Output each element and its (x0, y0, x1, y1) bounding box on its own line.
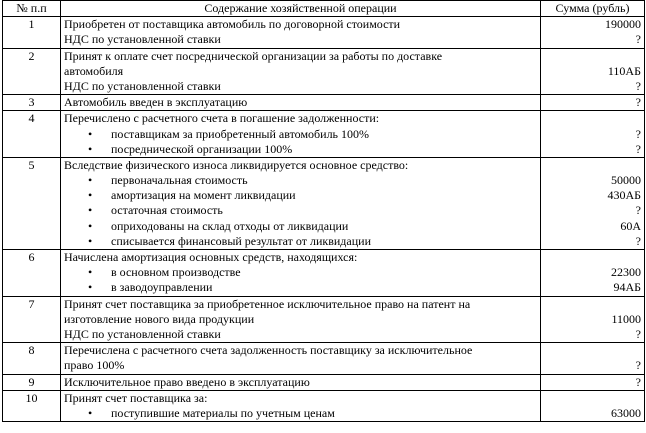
description-line: Начислена амортизация основных средств, находящихся: (64, 250, 358, 265)
amount-value: ? (635, 203, 641, 218)
amount-value (544, 343, 641, 358)
operation-amount (541, 374, 645, 390)
bullet-item: • поставщикам за приобретенный автомобиль 100% (64, 127, 537, 142)
description-line: автомобиля (64, 63, 124, 78)
amount-value (544, 391, 641, 406)
bullet-item: • посреднической организации 100% (64, 142, 537, 157)
header-amount: Сумма (рубль) (541, 1, 645, 17)
description-line: право 100% (64, 358, 125, 373)
header-description: Содержание хозяйственной операции (61, 1, 541, 17)
row-number: 8 (3, 343, 61, 374)
row-number: 4 (3, 111, 61, 158)
header-row (3, 1, 645, 17)
table-row (3, 250, 645, 297)
operation-amount (541, 111, 645, 158)
description-line: Принят к оплате счет посреднической организации за работы по доставке (64, 48, 443, 63)
amount-value: ? (635, 358, 641, 373)
row-number: 10 (3, 390, 61, 421)
operation-description (61, 157, 541, 249)
table-row (3, 48, 645, 95)
description-line: Перечислена с расчетного счета задолженность поставщику за исключительное (64, 343, 473, 358)
table-row (3, 157, 645, 249)
amount-value: ? (635, 141, 641, 156)
description-line: Принят счет поставщика за: (64, 390, 208, 405)
operation-description (61, 95, 541, 111)
amount-value: 50000 (611, 173, 641, 188)
operation-amount (541, 390, 645, 421)
table-row (3, 17, 645, 48)
amount-value (544, 250, 641, 265)
bullet-item: • в заводоуправлении (64, 280, 537, 295)
row-number: 3 (3, 95, 61, 111)
amount-value: 11000 (611, 311, 641, 326)
operation-amount (541, 95, 645, 111)
description-line: изготовление нового вида продукции (64, 311, 255, 326)
amount-value: ? (635, 126, 641, 141)
operation-description (61, 17, 541, 48)
operation-description (61, 111, 541, 158)
operations-table (2, 0, 645, 422)
amount-value: 94АБ (613, 280, 641, 295)
bullet-item: • оприходованы на склад отходы от ликвидации (64, 219, 537, 234)
header-number: № п.п (3, 1, 61, 17)
amount-value: ? (635, 95, 641, 110)
amount-value (544, 158, 641, 173)
operation-amount (541, 157, 645, 249)
operation-amount (541, 17, 645, 48)
amount-value: ? (635, 78, 641, 93)
operation-description (61, 48, 541, 95)
amount-value: ? (635, 326, 641, 341)
row-number: 5 (3, 157, 61, 249)
bullet-item: • первоначальная стоимость (64, 173, 537, 188)
table-row (3, 390, 645, 421)
operation-description (61, 250, 541, 297)
description-line: НДС по установленной ставки (64, 32, 221, 47)
description-line: Автомобиль введен в эксплуатацию (64, 95, 248, 110)
bullet-item: • амортизация на момент ликвидации (64, 188, 537, 203)
row-number: 7 (3, 296, 61, 343)
operation-amount (541, 250, 645, 297)
amount-value: ? (635, 233, 641, 248)
bullet-item: • списывается финансовый результат от ликвидации (64, 234, 537, 249)
description-line: Принят счет поставщика за приобретенное исключительное право на патент на (64, 296, 471, 311)
amount-value: 430АБ (607, 188, 641, 203)
description-line: Исключительное право введено в эксплуатацию (64, 374, 310, 389)
table-row (3, 95, 645, 111)
amount-value: 110АБ (607, 63, 641, 78)
operation-description (61, 390, 541, 421)
table-row (3, 343, 645, 374)
amount-value (544, 297, 641, 312)
operation-amount (541, 296, 645, 343)
amount-value: 63000 (611, 405, 641, 420)
operation-amount (541, 343, 645, 374)
amount-value: 22300 (611, 265, 641, 280)
table-row (3, 111, 645, 158)
operation-description (61, 343, 541, 374)
description-line: НДС по установленной ставки (64, 78, 221, 93)
bullet-item: • в основном производстве (64, 265, 537, 280)
amount-value: 190000 (605, 17, 641, 32)
row-number: 6 (3, 250, 61, 297)
description-line: Приобретен от поставщика автомобиль по договорной стоимости (64, 17, 401, 32)
description-line: Перечислено с расчетного счета в погашение задолженности: (64, 111, 380, 126)
table-row (3, 374, 645, 390)
amount-value (544, 111, 641, 126)
amount-value: ? (635, 374, 641, 389)
row-number: 1 (3, 17, 61, 48)
amount-value: 60А (620, 218, 641, 233)
amount-value (544, 49, 641, 64)
row-number: 9 (3, 374, 61, 390)
operation-description (61, 374, 541, 390)
description-line: НДС по установленной ставки (64, 326, 221, 341)
table-row (3, 296, 645, 343)
row-number: 2 (3, 48, 61, 95)
description-line: Вследствие физического износа ликвидируется основное средство: (64, 157, 409, 172)
bullet-item: • поступившие материалы по учетным ценам (64, 406, 537, 421)
operation-description (61, 296, 541, 343)
bullet-item: • остаточная стоимость (64, 203, 537, 218)
operation-amount (541, 48, 645, 95)
amount-value: ? (635, 32, 641, 47)
